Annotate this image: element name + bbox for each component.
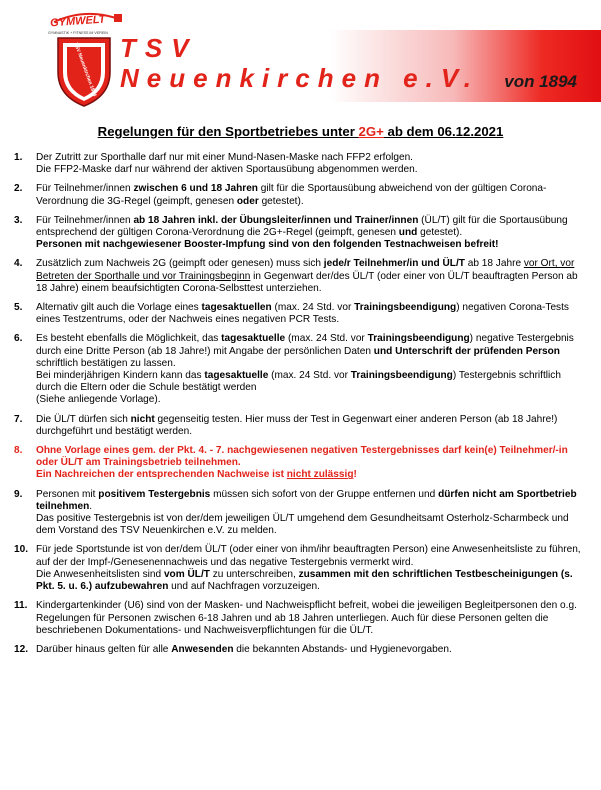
rule-item-warning (14, 445, 586, 482)
document-title (0, 124, 601, 139)
rule-text: Der Zutritt zur Sporthalle darf nur mit einer Mund-Nasen-Maske nach FFP2 erfolgen. (36, 152, 413, 163)
rule-number: 1. (14, 152, 23, 163)
logo-gymwelt-text: GYMWELT (49, 13, 106, 30)
rule-text-booster: Personen mit nachgewiesener Booster-Impfung sind von den folgenden Testnachweisen befreit! (36, 239, 499, 251)
rule-number: 7. (14, 413, 23, 425)
rule-number: 10. (14, 544, 29, 556)
rule-text: Für Teilnehmer/innen ab 18 Jahren inkl. der Übungsleiter/innen und Trainer/innen (ÜL/T) gilt für die Sportausübung entsprechend der gültigen Corona-Verordnung die 2G+-Regel (geimpft, genesen und getestet). (36, 214, 568, 239)
rule-number: 12. (14, 643, 29, 655)
rules-list (14, 152, 586, 663)
rule-item (14, 302, 586, 326)
logo-subtext: GYMNASTIK + FITNESS IM VEREIN (48, 31, 108, 35)
rule-text: Die Anwesenheitslisten sind vom ÜL/T zu unterschreiben, zusammen mit den schriftlichen Testbescheinigungen (s. Pkt. 5. u. 6.) aufzubewahren und auf Nachfragen vorzuzeigen. (36, 568, 573, 593)
letterhead (0, 0, 601, 112)
logo-badge-text: TSV Neuenkirchen 1894 (72, 41, 98, 98)
rule-number: 2. (14, 183, 23, 195)
rule-text: Für jede Sportstunde ist von der/dem ÜL/T (oder einer von ihm/ihr beauftragten Person) eine Anwesenheitsliste zu führen, auf der der Impf-/Genesenennachweis und das negative Testergebnis vermerkt wird. (36, 544, 581, 568)
rule-number: 3. (14, 214, 23, 226)
rule-item (14, 333, 586, 406)
rule-text: Es besteht ebenfalls die Möglichkeit, das tagesaktuelle (max. 24 Std. vor Trainingsbeendigung) negative Testergebnis durch eine Dritte Person (ab 18 Jahre!) mit Angabe der persönlichen Daten und Unterschrift der prüfenden Person schriftlich bestätigen zu lassen. (36, 333, 574, 369)
rule-text-warning: Ein Nachreichen der entsprechenden Nachweise ist nicht zulässig! (36, 469, 357, 481)
rule-number: 5. (14, 302, 23, 314)
rule-item (14, 644, 586, 656)
rule-number: 6. (14, 333, 23, 345)
rule-text: (Siehe anliegende Vorlage). (36, 394, 161, 406)
rule-item (14, 183, 586, 207)
club-name-line-1: TSV (120, 33, 198, 63)
rule-text: Die ÜL/T dürfen sich nicht gegenseitig testen. Hier muss der Test in Gegenwart einer anderen Person (ab 18 Jahre!) durchgeführt und bestätigt werden. (36, 413, 558, 437)
title-part-2: ab dem 06.12.2021 (383, 124, 504, 139)
rule-text: Darüber hinaus gelten für alle Anwesenden die bekannten Abstands- und Hygienevorgaben. (36, 643, 452, 655)
rule-text: Das positive Testergebnis ist von der/dem jeweiligen ÜL/T umgehend dem Gesundheitsamt Osterholz-Scharmbeck und dem Vorstand des TSV Neuenkirchen e.V. zu melden. (36, 513, 569, 537)
rule-number: 11. (14, 600, 28, 612)
rule-text: Personen mit positivem Testergebnis müssen sich sofort von der Gruppe entfernen und dürfen nicht am Sportbetrieb teilnehmen. (36, 488, 577, 512)
club-logo (36, 6, 132, 110)
title-part-1: Regelungen für den Sportbetriebes unter (97, 124, 359, 139)
rule-item (14, 258, 586, 295)
rule-text: Zusätzlich zum Nachweis 2G (geimpft oder genesen) muss sich jede/r Teilnehmer/in und ÜL/T ab 18 Jahre vor Ort, vor Betreten der Sporthalle und vor Trainingsbeginn in Gegenwart der/des ÜL/T (oder einer von ÜL/T beauftragten Person ab 18 Jahre) einem beaufsichtigten Corona-Selbsttest unterziehen. (36, 258, 578, 294)
rule-text: Die FFP2-Maske darf nur während der aktiven Sportausübung abgenommen werden. (36, 164, 418, 176)
rule-text: Alternativ gilt auch die Vorlage eines tagesaktuellen (max. 24 Std. vor Trainingsbeendigung) negativen Corona-Tests eines Testzentrums, oder der Nachweis eines negativen PCR Tests. (36, 302, 569, 326)
rule-text: Für Teilnehmer/innen zwischen 6 und 18 Jahren gilt für die Sportausübung abweichend von der gültigen Corona-Verordnung die 3G-Regel (geimpft, genesen oder getestet). (36, 183, 547, 207)
rule-item (14, 544, 586, 593)
rule-number: 8. (14, 445, 23, 457)
rule-text-warning: Ohne Vorlage eines gem. der Pkt. 4. - 7. nachgewiesenen negativen Testergebnisses darf kein(e) Teilnehmer/-in oder ÜL/T am Trainingsbetrieb teilnehmen. (36, 445, 568, 469)
rule-item (14, 489, 586, 538)
rule-item (14, 215, 586, 252)
rule-number: 9. (14, 488, 23, 500)
rule-item (14, 600, 586, 637)
rule-text: Kindergartenkinder (U6) sind von der Masken- und Nachweispflicht befreit, wobei die jeweiligen Begleitpersonen den o.g. Regelungen für Personen zwischen 6-18 Jahren und ab 18 Jahren unterliegen. Auch für diese Personen gelten die beschriebenen Dokumentations- und Nachweisverpflichtungen für die ÜL/T. (36, 600, 577, 636)
rule-number: 4. (14, 258, 23, 270)
rule-text: Bei minderjährigen Kindern kann das tagesaktuelle (max. 24 Std. vor Trainingsbeendigung) Testergebnis schriftlich durch die Eltern oder die Schule bestätigt werden (36, 370, 561, 394)
rule-item (14, 152, 586, 176)
club-name-line-2: Neuenkirchen e.V. (120, 63, 480, 93)
title-highlight: 2G+ (358, 124, 384, 139)
rule-item (14, 414, 586, 438)
founding-year: von 1894 (504, 72, 577, 91)
